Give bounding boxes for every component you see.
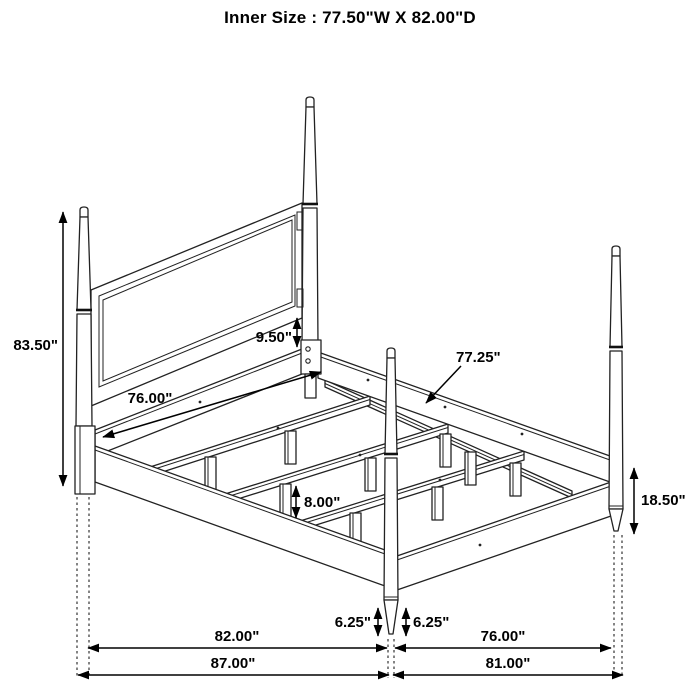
dim-overall-depth-label: 87.00" (210, 655, 256, 672)
dim-overall-width-label: 81.00" (485, 655, 531, 672)
dim-headboard-width-label: 76.00" (127, 390, 173, 407)
diagram-title: Inner Size : 77.50"W X 82.00"D (224, 8, 476, 27)
dim-inner-depth-label: 82.00" (214, 628, 260, 645)
dim-rail-length-label: 77.25" (456, 349, 501, 366)
dim-footboard-span (395, 628, 611, 648)
dim-foot-right-label: 6.25" (413, 614, 450, 631)
dim-footboard-post-height-label: 18.50" (641, 492, 686, 509)
dim-foot-left (335, 608, 378, 636)
dim-post-height-label: 83.50" (13, 337, 58, 354)
dim-overall-width (393, 655, 623, 675)
post-footboard-left (384, 348, 398, 634)
dim-overall-depth (78, 655, 389, 675)
dim-foot-left-label: 6.25" (334, 614, 371, 631)
dim-footboard-span-label: 76.00" (480, 628, 526, 645)
dim-footboard-post-height (634, 468, 686, 534)
post-footboard-right (609, 246, 623, 531)
dim-leg-height-label: 8.00" (304, 494, 341, 511)
footboard-rail (397, 482, 611, 590)
dim-foot-right (406, 608, 449, 636)
dim-post-height (13, 212, 63, 486)
side-rail-right (318, 352, 610, 482)
dim-panel-gap-label: 9.50" (255, 329, 292, 346)
dim-inner-depth (88, 628, 387, 648)
